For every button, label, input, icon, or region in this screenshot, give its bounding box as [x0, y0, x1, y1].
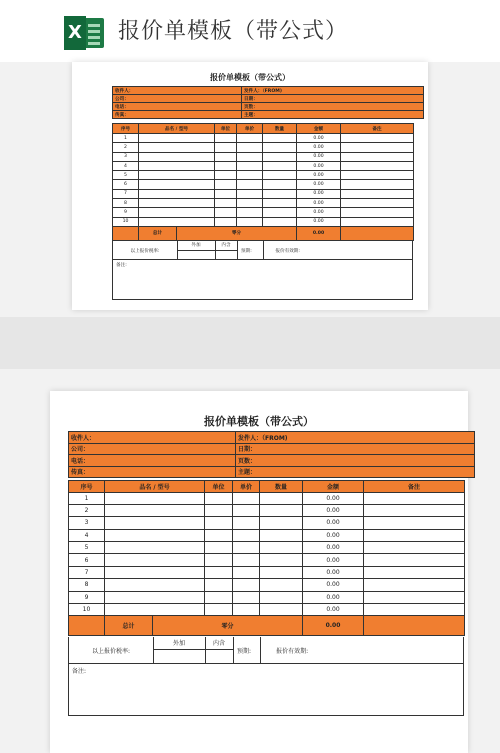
column-header: 单位 [205, 481, 233, 493]
table-row [69, 566, 465, 578]
product-name-cell[interactable] [139, 152, 215, 161]
total-row [113, 226, 414, 240]
info-table [68, 431, 475, 478]
column-header: 单位 [215, 124, 237, 134]
page-title: 报价单模板（带公式） [118, 19, 349, 44]
product-name-cell[interactable] [139, 161, 215, 170]
table-row [69, 604, 465, 616]
table-row [113, 152, 414, 161]
unit-cell[interactable] [205, 542, 233, 554]
row-number: 3 [69, 517, 105, 529]
column-header: 品名 / 型号 [105, 481, 205, 493]
qty-cell[interactable] [260, 542, 303, 554]
info-sender-field[interactable]: 发件人：（FROM) [242, 87, 424, 95]
items-table [112, 123, 414, 241]
unit-cell[interactable] [205, 591, 233, 603]
remark-cell[interactable] [341, 143, 414, 152]
qty-cell[interactable] [260, 517, 303, 529]
table-row [113, 134, 414, 143]
unit-cell[interactable] [205, 579, 233, 591]
remark-cell[interactable] [341, 189, 414, 198]
tax-option-box [233, 637, 234, 664]
remark-cell[interactable] [364, 529, 465, 541]
table-row [69, 504, 465, 516]
price-cell[interactable] [237, 134, 263, 143]
remarks-box[interactable] [68, 664, 464, 716]
info-recipient-field[interactable]: 收件人： [69, 432, 236, 444]
remark-cell[interactable] [341, 217, 414, 226]
deposit-label: 预期: [237, 648, 252, 656]
product-name-cell[interactable] [105, 604, 205, 616]
product-name-cell[interactable] [105, 591, 205, 603]
row-number: 7 [69, 566, 105, 578]
product-name-cell[interactable] [139, 180, 215, 189]
amount-cell: 0.00 [303, 554, 364, 566]
qty-cell[interactable] [260, 529, 303, 541]
tax-option-external[interactable]: 外加 [191, 243, 201, 248]
total-label: 总计 [139, 226, 177, 240]
row-number: 2 [69, 504, 105, 516]
amount-cell: 0.00 [297, 180, 341, 189]
remark-cell[interactable] [364, 517, 465, 529]
price-cell[interactable] [233, 591, 260, 603]
price-cell[interactable] [233, 579, 260, 591]
qty-cell[interactable] [260, 579, 303, 591]
info-subject-field[interactable]: 主题： [242, 111, 424, 119]
items-table [68, 480, 465, 636]
price-cell[interactable] [233, 566, 260, 578]
table-row [113, 208, 414, 217]
table-row [69, 517, 465, 529]
product-name-cell[interactable] [139, 208, 215, 217]
price-cell[interactable] [233, 542, 260, 554]
table-row [69, 542, 465, 554]
table-row [113, 143, 414, 152]
tax-block [68, 637, 464, 664]
sheet-preview-small [72, 62, 428, 310]
column-header: 序号 [69, 481, 105, 493]
amount-cell: 0.00 [297, 161, 341, 170]
row-number: 10 [113, 217, 139, 226]
column-header: 品名 / 型号 [139, 124, 215, 134]
unit-cell[interactable] [215, 189, 237, 198]
qty-cell[interactable] [260, 566, 303, 578]
info-company-field[interactable]: 公司： [113, 95, 242, 103]
product-name-cell[interactable] [105, 504, 205, 516]
unit-cell[interactable] [215, 161, 237, 170]
column-header: 备注 [364, 481, 465, 493]
total-row [69, 616, 465, 636]
price-cell[interactable] [237, 152, 263, 161]
preview-large-area [0, 369, 500, 753]
row-number: 1 [69, 492, 105, 504]
price-cell[interactable] [237, 208, 263, 217]
table-row [113, 161, 414, 170]
info-date-field[interactable]: 日期： [236, 443, 475, 455]
tax-option-external[interactable]: 外加 [172, 639, 185, 647]
table-row [69, 591, 465, 603]
excel-icon: X [64, 16, 104, 50]
row-number: 5 [69, 542, 105, 554]
product-name-cell[interactable] [139, 189, 215, 198]
unit-cell[interactable] [215, 180, 237, 189]
qty-cell[interactable] [263, 171, 297, 180]
table-row [113, 217, 414, 226]
price-cell[interactable] [237, 180, 263, 189]
unit-cell[interactable] [215, 171, 237, 180]
info-date-field[interactable]: 日期： [242, 95, 424, 103]
product-name-cell[interactable] [105, 579, 205, 591]
remark-cell[interactable] [364, 566, 465, 578]
qty-cell[interactable] [263, 134, 297, 143]
sheet-title: 报价单模板（带公式） [204, 415, 314, 428]
qty-cell[interactable] [260, 604, 303, 616]
price-cell[interactable] [237, 143, 263, 152]
deposit-label: 预期: [241, 248, 252, 254]
amount-cell: 0.00 [297, 199, 341, 208]
row-number: 6 [113, 180, 139, 189]
row-number: 4 [113, 161, 139, 170]
price-cell[interactable] [233, 554, 260, 566]
product-name-cell[interactable] [105, 566, 205, 578]
table-row [69, 554, 465, 566]
table-row [113, 189, 414, 198]
product-name-cell[interactable] [139, 134, 215, 143]
unit-cell[interactable] [205, 554, 233, 566]
tax-block [112, 241, 413, 260]
product-name-cell[interactable] [139, 171, 215, 180]
product-name-cell[interactable] [105, 554, 205, 566]
price-cell[interactable] [237, 189, 263, 198]
info-fax-field[interactable]: 传真： [113, 111, 242, 119]
amount-cell: 0.00 [303, 542, 364, 554]
info-sender-field[interactable]: 发件人：（FROM) [236, 432, 475, 444]
validity-label: 报价有效期: [276, 648, 309, 656]
remark-cell[interactable] [364, 591, 465, 603]
unit-cell[interactable] [215, 199, 237, 208]
product-name-cell[interactable] [139, 199, 215, 208]
tax-rate-label: 以上报价税率: [130, 248, 160, 254]
amount-cell: 0.00 [297, 171, 341, 180]
amount-cell: 0.00 [303, 579, 364, 591]
total-in-words: 零分 [177, 226, 297, 240]
tax-option-internal[interactable]: 内含 [212, 639, 225, 647]
preview-small-area [0, 62, 500, 317]
qty-cell[interactable] [260, 492, 303, 504]
column-header: 金额 [303, 481, 364, 493]
row-number: 10 [69, 604, 105, 616]
remark-cell[interactable] [341, 152, 414, 161]
price-cell[interactable] [233, 492, 260, 504]
unit-cell[interactable] [215, 217, 237, 226]
qty-cell[interactable] [263, 199, 297, 208]
remark-cell[interactable] [341, 180, 414, 189]
amount-cell: 0.00 [297, 143, 341, 152]
remark-cell[interactable] [364, 504, 465, 516]
row-number: 8 [113, 199, 139, 208]
table-row [113, 180, 414, 189]
separator-band [0, 317, 500, 369]
sheet-preview-large [50, 391, 468, 753]
price-cell[interactable] [233, 529, 260, 541]
unit-cell[interactable] [205, 604, 233, 616]
remark-cell[interactable] [341, 208, 414, 217]
product-name-cell[interactable] [105, 542, 205, 554]
price-cell[interactable] [237, 161, 263, 170]
remark-cell[interactable] [364, 542, 465, 554]
row-number: 9 [113, 208, 139, 217]
unit-cell[interactable] [205, 504, 233, 516]
table-row [113, 171, 414, 180]
row-number: 5 [113, 171, 139, 180]
product-name-cell[interactable] [139, 217, 215, 226]
row-number: 2 [113, 143, 139, 152]
remark-cell[interactable] [364, 554, 465, 566]
remark-cell[interactable] [364, 579, 465, 591]
unit-cell[interactable] [205, 517, 233, 529]
info-recipient-field[interactable]: 收件人： [113, 87, 242, 95]
table-row [69, 529, 465, 541]
product-name-cell[interactable] [105, 492, 205, 504]
amount-cell: 0.00 [303, 591, 364, 603]
amount-cell: 0.00 [303, 492, 364, 504]
amount-cell: 0.00 [303, 517, 364, 529]
row-number: 9 [69, 591, 105, 603]
product-name-cell[interactable] [105, 517, 205, 529]
header-bar [0, 0, 500, 62]
column-header: 备注 [341, 124, 414, 134]
info-phone-field[interactable]: 电话： [69, 455, 236, 467]
total-amount: 0.00 [303, 616, 364, 636]
unit-cell[interactable] [215, 152, 237, 161]
column-header: 金额 [297, 124, 341, 134]
qty-cell[interactable] [263, 208, 297, 217]
amount-cell: 0.00 [303, 529, 364, 541]
price-cell[interactable] [233, 604, 260, 616]
column-header: 数量 [260, 481, 303, 493]
remark-cell[interactable] [341, 199, 414, 208]
remark-cell[interactable] [364, 492, 465, 504]
unit-cell[interactable] [215, 143, 237, 152]
remarks-label: 备注: [72, 667, 87, 675]
qty-cell[interactable] [260, 591, 303, 603]
row-number: 1 [113, 134, 139, 143]
tax-rate-label: 以上报价税率: [91, 648, 131, 656]
amount-cell: 0.00 [297, 189, 341, 198]
info-table [112, 86, 424, 119]
qty-cell[interactable] [260, 554, 303, 566]
unit-cell[interactable] [205, 492, 233, 504]
qty-cell[interactable] [263, 189, 297, 198]
price-cell[interactable] [237, 171, 263, 180]
remark-cell[interactable] [341, 171, 414, 180]
product-name-cell[interactable] [139, 143, 215, 152]
tax-divider [177, 250, 237, 251]
amount-cell: 0.00 [297, 134, 341, 143]
price-cell[interactable] [233, 517, 260, 529]
amount-cell: 0.00 [303, 504, 364, 516]
remark-cell[interactable] [341, 161, 414, 170]
qty-cell[interactable] [263, 143, 297, 152]
amount-cell: 0.00 [297, 208, 341, 217]
row-number: 8 [69, 579, 105, 591]
total-in-words: 零分 [153, 616, 303, 636]
remarks-box[interactable] [112, 260, 413, 300]
qty-cell[interactable] [263, 161, 297, 170]
unit-cell[interactable] [205, 566, 233, 578]
column-header: 序号 [113, 124, 139, 134]
info-fax-field[interactable]: 传真： [69, 466, 236, 478]
amount-cell: 0.00 [303, 604, 364, 616]
row-number: 3 [113, 152, 139, 161]
row-number: 7 [113, 189, 139, 198]
qty-cell[interactable] [260, 504, 303, 516]
amount-cell: 0.00 [303, 566, 364, 578]
info-company-field[interactable]: 公司： [69, 443, 236, 455]
validity-label: 报价有效期: [275, 248, 300, 254]
price-cell[interactable] [237, 217, 263, 226]
total-amount: 0.00 [297, 226, 341, 240]
remarks-label: 备注: [116, 263, 127, 268]
amount-cell: 0.00 [297, 217, 341, 226]
tax-divider [153, 649, 233, 650]
price-cell[interactable] [233, 504, 260, 516]
column-header: 单价 [233, 481, 260, 493]
qty-cell[interactable] [263, 217, 297, 226]
unit-cell[interactable] [215, 208, 237, 217]
total-label: 总计 [105, 616, 153, 636]
unit-cell[interactable] [215, 134, 237, 143]
qty-cell[interactable] [263, 180, 297, 189]
row-number: 4 [69, 529, 105, 541]
column-header: 数量 [263, 124, 297, 134]
column-header: 单价 [237, 124, 263, 134]
qty-cell[interactable] [263, 152, 297, 161]
amount-cell: 0.00 [297, 152, 341, 161]
info-subject-field[interactable]: 主题： [236, 466, 475, 478]
table-row [69, 579, 465, 591]
info-pages-field[interactable]: 页数： [242, 103, 424, 111]
row-number: 6 [69, 554, 105, 566]
product-name-cell[interactable] [105, 529, 205, 541]
table-row [113, 199, 414, 208]
unit-cell[interactable] [205, 529, 233, 541]
tax-option-box [237, 241, 238, 260]
table-row [69, 492, 465, 504]
sheet-title: 报价单模板（带公式） [210, 73, 290, 82]
remark-cell[interactable] [364, 604, 465, 616]
tax-option-internal[interactable]: 内含 [221, 243, 231, 248]
remark-cell[interactable] [341, 134, 414, 143]
info-phone-field[interactable]: 电话： [113, 103, 242, 111]
info-pages-field[interactable]: 页数： [236, 455, 475, 467]
price-cell[interactable] [237, 199, 263, 208]
